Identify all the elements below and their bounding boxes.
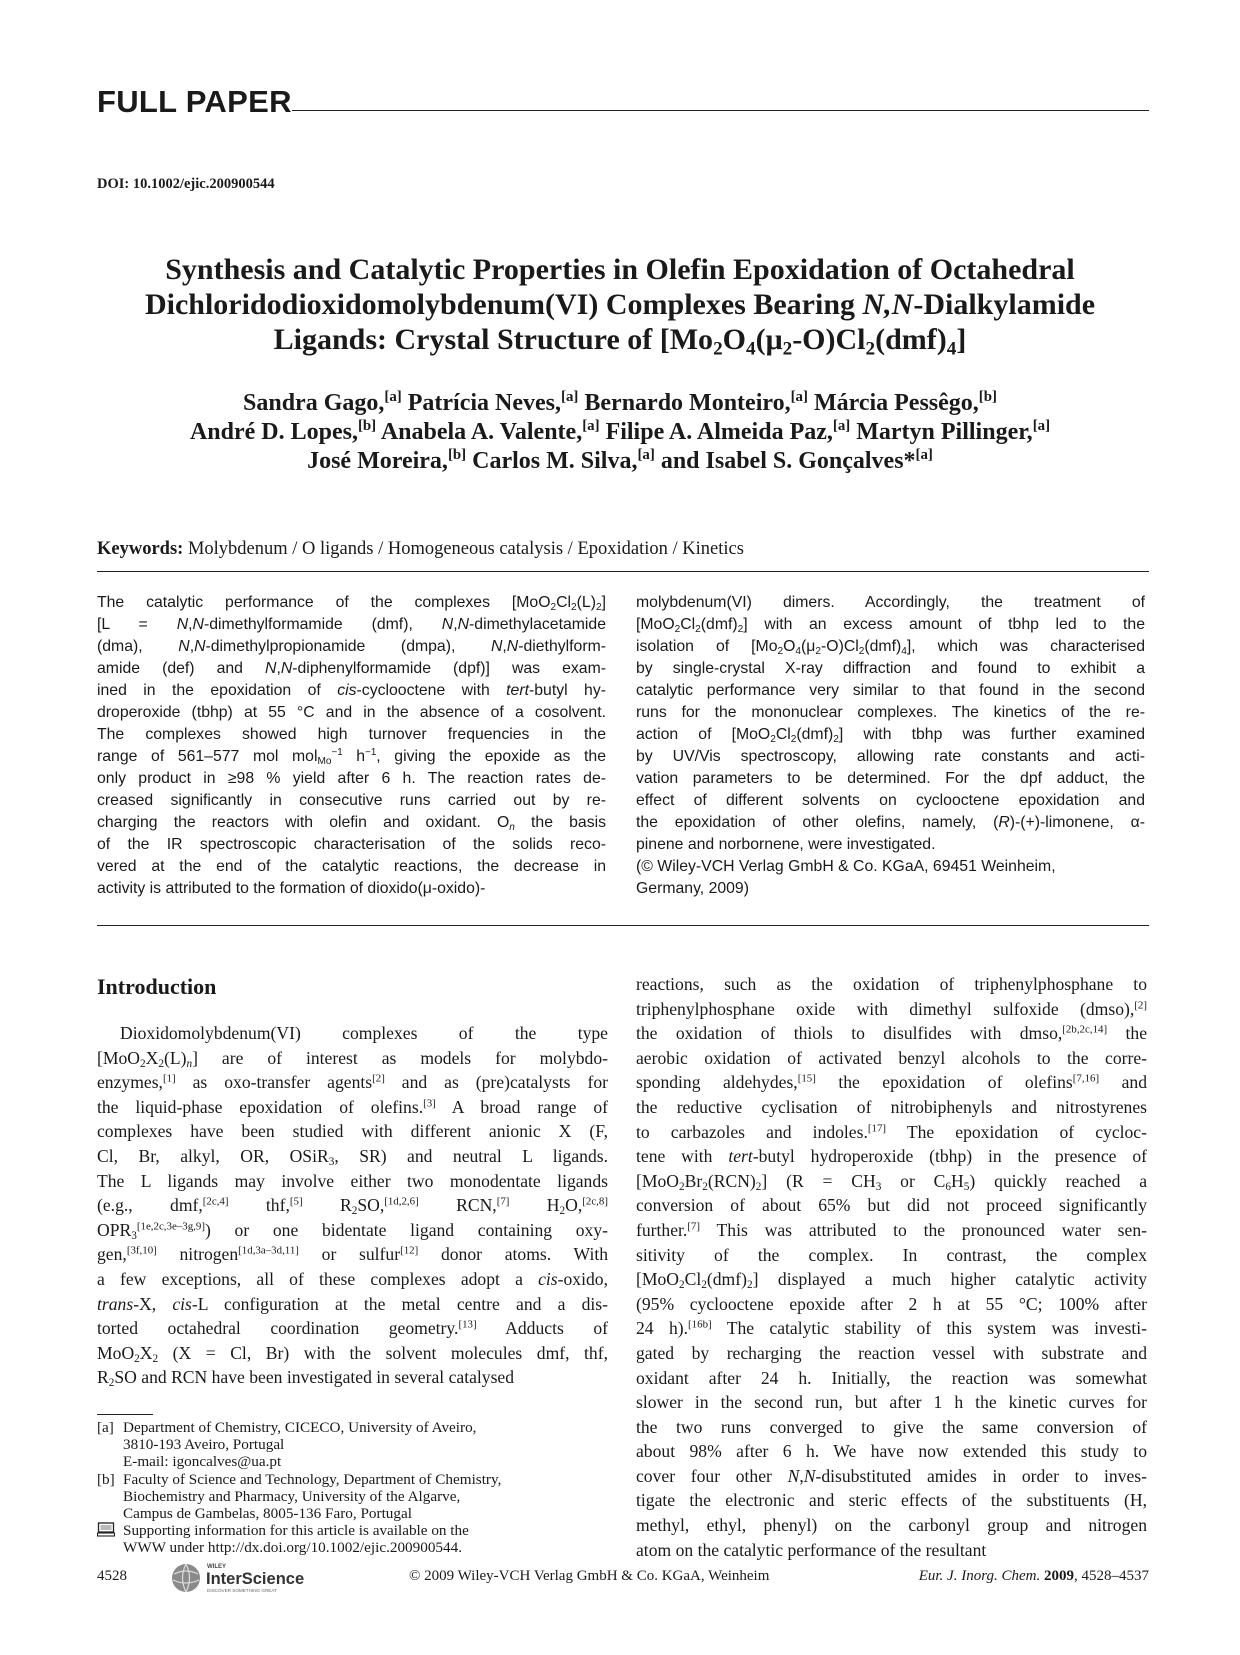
title-text: Dichloridodioxidomolybdenum(VI) Complexes Bearing <box>144 288 863 321</box>
text-line: enzymes,[1] as oxo-transfer agents[2] and as (pre)catalysts for <box>97 1072 608 1093</box>
footnote-rule <box>97 1414 153 1415</box>
doi: DOI: 10.1002/ejic.200900544 <box>97 176 275 192</box>
author: Filipe A. Almeida Paz,[a] <box>605 417 851 445</box>
text-line: molybdenum(VI) dimers. Accordingly, the treatment of <box>636 594 1145 611</box>
text-line: aerobic oxidation of activated benzyl alcohols to the corre- <box>636 1047 1147 1068</box>
computer-icon <box>97 1522 115 1541</box>
text-line: (dma), N,N-dimethylpropionamide (dmpa), N,N-diethylform- <box>97 638 606 655</box>
text-line: action of $[MoO_2Cl_2(dmf)_2]$ with tbhp was further examined <box>636 726 1145 745</box>
title-text: -Dialkylamide <box>913 288 1096 321</box>
intro-right-column <box>636 972 1147 1562</box>
author: and Isabel S. Gonçalves*[a] <box>660 446 933 474</box>
text-line: of the IR spectroscopic characterisation of the solids reco- <box>97 836 606 853</box>
text-line: activity is attributed to the formation of dioxido(μ-oxido)- <box>97 880 486 897</box>
text-line: creased significantly in consecutive runs carried out by re- <box>97 792 606 809</box>
author: Bernardo Monteiro,[a] <box>584 388 808 416</box>
footnote-email[interactable]: E-mail: igoncalves@ua.pt <box>123 1453 282 1471</box>
text-line: trans-X, cis-L configuration at the metal centre and a dis- <box>97 1293 608 1314</box>
text-line: charging the reactors with olefin and oxidant. $O_n$ the basis <box>97 814 606 833</box>
abstract-top-rule <box>97 571 1149 572</box>
text-line: gen,[3f,10] nitrogen[1d,3a–3d,11] or sulfur[12] donor atoms. With <box>97 1244 609 1265</box>
footnote-line: Campus de Gambelas, 8005-136 Faro, Portugal <box>123 1505 412 1523</box>
text-line: (e.g., dmf,[2c,4] thf,[5] $R_2SO,[1d,2,6]$ RCN,[7] $H_2O,[2c,8]$ <box>97 1195 608 1218</box>
title-italic: N,N <box>862 288 914 321</box>
text-line: the two runs converged to give the same conversion of <box>636 1416 1147 1437</box>
text-line: $[MoO_2Cl_2(dmf)_2]$ with an excess amount of tbhp led to the <box>636 616 1145 635</box>
abstract-bottom-rule <box>97 925 1149 926</box>
supporting-info-link[interactable]: WWW under http://dx.doi.org/10.1002/ejic.200900544. <box>123 1539 463 1557</box>
footnote-a <box>97 1419 608 1471</box>
text-line: Dioxidomolybdenum(VI) complexes of the type <box>120 1023 608 1043</box>
text-line: reactions, such as the oxidation of triphenylphosphane to <box>636 974 1147 994</box>
text-line: droperoxide (tbhp) at 55 °C and in the absence of a cosolvent. <box>97 704 606 721</box>
text-line: Germany, 2009) <box>636 880 749 897</box>
text-line: $OPR_3[1e,2c,3e-3g,9]$) or one bidentate ligand containing oxy- <box>97 1219 608 1242</box>
text-line: the epoxidation of other olefins, namely, (R)-(+)-limonene, α- <box>636 814 1145 831</box>
text-line: the oxidation of thiols to disulfides with dmso,[2b,2c,14] the <box>636 1023 1147 1044</box>
text-line: about 98% after 6 h. We have now extended this study to <box>636 1441 1147 1462</box>
text-line: methyl, ethyl, phenyl) on the carbonyl group and nitrogen <box>636 1515 1147 1536</box>
affiliation-footnotes <box>97 1419 608 1557</box>
author: André D. Lopes,[b] <box>189 417 377 445</box>
section-label: FULL PAPER <box>97 84 292 119</box>
logo-tagline: DISCOVER SOMETHING GREAT <box>207 1588 277 1593</box>
text-line: further.[7] This was attributed to the pronounced water sen- <box>636 1219 1147 1240</box>
text-line: gated by recharging the reaction vessel with substrate and <box>636 1342 1147 1363</box>
text-line: 24 h).[16b] The catalytic stability of this system was investi- <box>636 1318 1147 1339</box>
journal-year: 2009 <box>1044 1568 1074 1584</box>
text-line: (© Wiley-VCH Verlag GmbH & Co. KGaA, 69451 Weinheim, <box>636 858 1056 875</box>
text-line: vered at the end of the catalytic reactions, the decrease in <box>97 858 606 875</box>
logo-main-text: InterScience <box>206 1570 305 1588</box>
author-line <box>100 389 1140 418</box>
title-line-2 <box>100 287 1140 322</box>
author: Sandra Gago,[a] <box>243 388 402 416</box>
journal-pages: , 4528–4537 <box>1074 1568 1149 1584</box>
text-line: slower in the second run, but after 1 h the kinetic curves for <box>636 1392 1147 1413</box>
text-line: torted octahedral coordination geometry.[13] Adducts of <box>97 1318 608 1339</box>
author: Carlos M. Silva,[a] <box>472 446 655 474</box>
text-line: pinene and norbornene, were investigated. <box>636 836 936 853</box>
text-line: effect of different solvents on cyclooctene epoxidation and <box>636 792 1145 809</box>
footnote-line: Biochemistry and Pharmacy, University of the Algarve, <box>123 1487 461 1505</box>
text-line: by UV/Vis spectroscopy, allowing rate constants and acti- <box>636 748 1145 765</box>
abstract-right-column <box>636 592 1145 900</box>
text-line: The L ligands may involve either two monodentate ligands <box>97 1170 608 1191</box>
text-line: cover four other N,N-disubstituted amides in order to inves- <box>636 1465 1147 1486</box>
text-line: $MoO_2X_2$ (X = Cl, Br) with the solvent molecules dmf, thf, <box>97 1342 608 1365</box>
author: Patrícia Neves,[a] <box>407 388 579 416</box>
text-line: (95% cyclooctene epoxide after 2 h at 55 °C; 100% after <box>636 1293 1147 1314</box>
text-line: $[MoO_2X_2(L)_n]$ are of interest as models for molybdo- <box>97 1047 608 1070</box>
text-line: complexes have been studied with different anionic X (F, <box>97 1121 608 1142</box>
header-rule <box>292 110 1149 111</box>
author: Anabela A. Valente,[a] <box>380 417 600 445</box>
text-line: amide (def) and N,N-diphenylformamide (dpf)] was exam- <box>97 660 606 677</box>
text-line: range of 561–577 mol mol$_{Mo}^{-1}$ $h^{-1}$, giving the epoxide as the <box>97 746 606 767</box>
text-line: only product in ≥98 % yield after 6 h. The reaction rates de- <box>97 770 606 787</box>
page-footer <box>97 1560 1149 1592</box>
text-line: to carbazoles and indoles.[17] The epoxidation of cycloc- <box>636 1121 1147 1142</box>
text-line: the liquid-phase epoxidation of olefins.[3] A broad range of <box>97 1096 608 1117</box>
intro-left-column <box>97 1021 608 1390</box>
text-line: atom on the catalytic performance of the resultant <box>636 1539 987 1560</box>
page-number: 4528 <box>97 1568 127 1584</box>
globe-icon <box>172 1564 200 1592</box>
text-line: by single-crystal X-ray diffraction and found to exhibit a <box>636 660 1145 677</box>
text-line: a few exceptions, all of these complexes adopt a cis-oxido, <box>97 1268 608 1289</box>
footnote-line: Department of Chemistry, CICECO, University of Aveiro, <box>123 1419 477 1436</box>
text-line: catalytic performance very similar to that found in the second <box>636 682 1145 699</box>
text-line: isolation of $[Mo_2O_4(\mu_2-O)Cl_2(dmf)_4]$, which was characterised <box>636 638 1145 657</box>
footnote-supporting-info <box>97 1522 608 1556</box>
text-line: sponding aldehydes,[15] the epoxidation of olefins[7,16] and <box>636 1072 1147 1093</box>
text-line: sitivity of the complex. In contrast, the complex <box>636 1244 1147 1265</box>
section-heading: Introduction <box>97 974 217 999</box>
journal-name: Eur. J. Inorg. Chem. <box>918 1568 1041 1584</box>
footnote-line: Faculty of Science and Technology, Department of Chemistry, <box>123 1470 502 1488</box>
text-line: The complexes showed high turnover frequencies in the <box>97 726 606 743</box>
author-line <box>100 447 1140 476</box>
keywords-label: Keywords: <box>97 539 184 559</box>
text-line: the reductive cyclisation of nitrobiphenyls and nitrostyrenes <box>636 1096 1147 1117</box>
text-line: ined in the epoxidation of cis-cyclooctene with tert-butyl hy- <box>97 682 606 699</box>
author-line <box>100 418 1140 447</box>
copyright-notice: © 2009 Wiley-VCH Verlag GmbH & Co. KGaA, Weinheim <box>409 1568 770 1584</box>
text-line: vation parameters to be determined. For the dpf adduct, the <box>636 770 1145 787</box>
text-line: triphenylphosphane oxide with dimethyl sulfoxide (dmso),[2] <box>636 998 1147 1019</box>
running-header <box>97 84 1149 124</box>
author: Márcia Pessêgo,[b] <box>813 388 997 416</box>
paper-title <box>100 252 1140 360</box>
interscience-logo <box>169 1560 329 1596</box>
keywords-text: Molybdenum / O ligands / Homogeneous catalysis / Epoxidation / Kinetics <box>187 539 744 559</box>
footnote-line: 3810-193 Aveiro, Portugal <box>123 1436 285 1454</box>
text-line: The catalytic performance of the complexes $[MoO_2Cl_2(L)_2]$ <box>97 594 606 613</box>
footnote-tag: [a] <box>97 1419 114 1436</box>
author: José Moreira,[b] <box>307 446 467 474</box>
text-line: $[MoO_2Cl_2(dmf)_2]$ displayed a much higher catalytic activity <box>636 1269 1147 1292</box>
title-line-1: Synthesis and Catalytic Properties in Olefin Epoxidation of Octahedral <box>165 253 1075 286</box>
footnote-b <box>97 1471 608 1523</box>
journal-citation <box>919 1568 1149 1585</box>
footnote-line: Supporting information for this article is available on the <box>123 1522 469 1540</box>
text-line: tene with tert-butyl hydroperoxide (tbhp) in the presence of <box>636 1146 1147 1167</box>
keywords <box>97 539 1149 560</box>
author: Martyn Pillinger,[a] <box>856 417 1051 445</box>
author-list <box>100 389 1140 476</box>
text-line: runs for the mononuclear complexes. The kinetics of the re- <box>636 704 1145 721</box>
text-line: $[MoO_2Br_2(RCN)_2] (R = CH_3$ or $C_6H_5$) quickly reached a <box>636 1170 1148 1193</box>
abstract-left-column <box>97 592 606 900</box>
logo-small-text: WILEY <box>207 1564 226 1570</box>
footnote-tag: [b] <box>97 1470 115 1488</box>
text-line: $R_2SO$ and RCN have been investigated in several catalysed <box>97 1367 515 1390</box>
text-line: conversion of about 65% but did not proceed significantly <box>636 1195 1147 1216</box>
text-line: [L = N,N-dimethylformamide (dmf), N,N-dimethylacetamide <box>97 616 606 633</box>
text-line: tigate the electronic and steric effects of the substituents (H, <box>636 1490 1147 1511</box>
text-line: oxidant after 24 h. Initially, the reaction was somewhat <box>636 1367 1147 1388</box>
title-line-3: Ligands: Crystal Structure of $[Mo_2O_4(\mu_2-O)Cl_2(dmf)_4]$ <box>273 323 967 360</box>
text-line: Cl, Br, alkyl, OR, OSiR$_3$, SR) and neutral L ligands. <box>97 1145 608 1169</box>
